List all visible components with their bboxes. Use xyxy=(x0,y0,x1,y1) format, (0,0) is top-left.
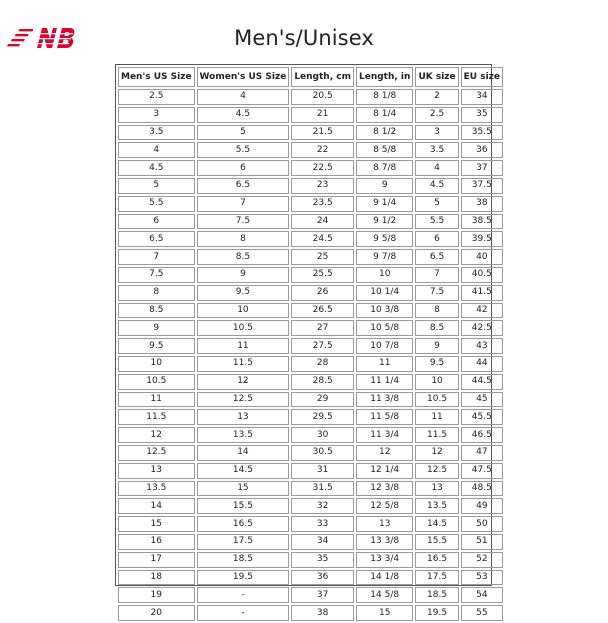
size-chart-table xyxy=(116,65,505,623)
column-header-uk-size: UK size xyxy=(415,67,458,87)
mens-us-size-cell: 7.5 xyxy=(118,267,195,283)
uk-size-cell: 11.5 xyxy=(415,427,458,443)
length-cm-cell: 21.5 xyxy=(291,125,354,141)
uk-size-cell: 11 xyxy=(415,409,458,425)
uk-size-cell: 17.5 xyxy=(415,570,458,586)
table-row xyxy=(118,570,503,586)
womens-us-size-cell: 17.5 xyxy=(197,534,290,550)
length-cm-cell: 35 xyxy=(291,552,354,568)
length-in-cell: 11 3/8 xyxy=(356,392,413,408)
table-row xyxy=(118,267,503,283)
length-in-cell: 9 7/8 xyxy=(356,249,413,265)
length-in-cell: 10 1/4 xyxy=(356,285,413,301)
table-row xyxy=(118,605,503,621)
column-header-length-cm: Length, cm xyxy=(291,67,354,87)
womens-us-size-cell: 7.5 xyxy=(197,214,290,230)
length-in-cell: 13 xyxy=(356,516,413,532)
uk-size-cell: 5 xyxy=(415,196,458,212)
length-cm-cell: 24.5 xyxy=(291,231,354,247)
womens-us-size-cell: 18.5 xyxy=(197,552,290,568)
table-row xyxy=(118,338,503,354)
womens-us-size-cell: 15 xyxy=(197,481,290,497)
eu-size-cell: 37.5 xyxy=(461,178,503,194)
length-cm-cell: 22.5 xyxy=(291,160,354,176)
eu-size-cell: 43 xyxy=(461,338,503,354)
womens-us-size-cell: 11 xyxy=(197,338,290,354)
table-row xyxy=(118,196,503,212)
uk-size-cell: 4 xyxy=(415,160,458,176)
mens-us-size-cell: 5 xyxy=(118,178,195,194)
eu-size-cell: 39.5 xyxy=(461,231,503,247)
length-in-cell: 9 1/4 xyxy=(356,196,413,212)
column-header-length-in: Length, in xyxy=(356,67,413,87)
table-row xyxy=(118,125,503,141)
eu-size-cell: 52 xyxy=(461,552,503,568)
eu-size-cell: 34 xyxy=(461,89,503,105)
table-row xyxy=(118,427,503,443)
mens-us-size-cell: 4 xyxy=(118,142,195,158)
length-cm-cell: 28.5 xyxy=(291,374,354,390)
uk-size-cell: 3.5 xyxy=(415,142,458,158)
uk-size-cell: 2 xyxy=(415,89,458,105)
length-cm-cell: 32 xyxy=(291,498,354,514)
table-row xyxy=(118,516,503,532)
table-row xyxy=(118,214,503,230)
womens-us-size-cell: 6 xyxy=(197,160,290,176)
length-cm-cell: 29.5 xyxy=(291,409,354,425)
table-row xyxy=(118,107,503,123)
uk-size-cell: 9.5 xyxy=(415,356,458,372)
table-row xyxy=(118,481,503,497)
mens-us-size-cell: 3.5 xyxy=(118,125,195,141)
uk-size-cell: 3 xyxy=(415,125,458,141)
length-cm-cell: 27.5 xyxy=(291,338,354,354)
uk-size-cell: 18.5 xyxy=(415,587,458,603)
womens-us-size-cell: 13.5 xyxy=(197,427,290,443)
length-cm-cell: 22 xyxy=(291,142,354,158)
womens-us-size-cell: 4.5 xyxy=(197,107,290,123)
length-in-cell: 8 7/8 xyxy=(356,160,413,176)
mens-us-size-cell: 16 xyxy=(118,534,195,550)
table-row xyxy=(118,409,503,425)
length-in-cell: 11 xyxy=(356,356,413,372)
womens-us-size-cell: 12.5 xyxy=(197,392,290,408)
length-in-cell: 10 5/8 xyxy=(356,320,413,336)
womens-us-size-cell: 13 xyxy=(197,409,290,425)
length-cm-cell: 20.5 xyxy=(291,89,354,105)
length-cm-cell: 27 xyxy=(291,320,354,336)
womens-us-size-cell: - xyxy=(197,605,290,621)
length-cm-cell: 23.5 xyxy=(291,196,354,212)
length-in-cell: 14 1/8 xyxy=(356,570,413,586)
uk-size-cell: 6.5 xyxy=(415,249,458,265)
mens-us-size-cell: 6 xyxy=(118,214,195,230)
uk-size-cell: 16.5 xyxy=(415,552,458,568)
uk-size-cell: 9 xyxy=(415,338,458,354)
mens-us-size-cell: 19 xyxy=(118,587,195,603)
womens-us-size-cell: 10 xyxy=(197,303,290,319)
length-in-cell: 10 xyxy=(356,267,413,283)
uk-size-cell: 10 xyxy=(415,374,458,390)
mens-us-size-cell: 9.5 xyxy=(118,338,195,354)
mens-us-size-cell: 11.5 xyxy=(118,409,195,425)
womens-us-size-cell: 10.5 xyxy=(197,320,290,336)
womens-us-size-cell: 9.5 xyxy=(197,285,290,301)
womens-us-size-cell: 12 xyxy=(197,374,290,390)
table-row xyxy=(118,587,503,603)
eu-size-cell: 40.5 xyxy=(461,267,503,283)
womens-us-size-cell: 19.5 xyxy=(197,570,290,586)
length-in-cell: 10 3/8 xyxy=(356,303,413,319)
length-in-cell: 11 3/4 xyxy=(356,427,413,443)
mens-us-size-cell: 6.5 xyxy=(118,231,195,247)
length-cm-cell: 34 xyxy=(291,534,354,550)
eu-size-cell: 44.5 xyxy=(461,374,503,390)
mens-us-size-cell: 8 xyxy=(118,285,195,301)
eu-size-cell: 46.5 xyxy=(461,427,503,443)
mens-us-size-cell: 20 xyxy=(118,605,195,621)
mens-us-size-cell: 15 xyxy=(118,516,195,532)
womens-us-size-cell: 16.5 xyxy=(197,516,290,532)
table-row xyxy=(118,89,503,105)
uk-size-cell: 12.5 xyxy=(415,463,458,479)
table-header xyxy=(118,67,503,87)
eu-size-cell: 51 xyxy=(461,534,503,550)
eu-size-cell: 41.5 xyxy=(461,285,503,301)
womens-us-size-cell: 14.5 xyxy=(197,463,290,479)
uk-size-cell: 8.5 xyxy=(415,320,458,336)
table-row xyxy=(118,463,503,479)
table-row xyxy=(118,552,503,568)
column-header-mens-us-size: Men's US Size xyxy=(118,67,195,87)
table-row xyxy=(118,356,503,372)
table-body xyxy=(118,89,503,621)
eu-size-cell: 45 xyxy=(461,392,503,408)
uk-size-cell: 7.5 xyxy=(415,285,458,301)
length-in-cell: 12 5/8 xyxy=(356,498,413,514)
length-cm-cell: 26.5 xyxy=(291,303,354,319)
length-cm-cell: 33 xyxy=(291,516,354,532)
eu-size-cell: 45.5 xyxy=(461,409,503,425)
womens-us-size-cell: 8 xyxy=(197,231,290,247)
length-in-cell: 9 5/8 xyxy=(356,231,413,247)
length-cm-cell: 29 xyxy=(291,392,354,408)
uk-size-cell: 10.5 xyxy=(415,392,458,408)
mens-us-size-cell: 18 xyxy=(118,570,195,586)
eu-size-cell: 35 xyxy=(461,107,503,123)
table-row xyxy=(118,374,503,390)
length-cm-cell: 36 xyxy=(291,570,354,586)
eu-size-cell: 36 xyxy=(461,142,503,158)
eu-size-cell: 42 xyxy=(461,303,503,319)
mens-us-size-cell: 5.5 xyxy=(118,196,195,212)
header-row xyxy=(118,67,503,87)
length-cm-cell: 28 xyxy=(291,356,354,372)
table-row xyxy=(118,285,503,301)
size-chart-table-container xyxy=(115,64,501,618)
length-in-cell: 13 3/4 xyxy=(356,552,413,568)
length-in-cell: 8 1/8 xyxy=(356,89,413,105)
eu-size-cell: 47.5 xyxy=(461,463,503,479)
length-cm-cell: 21 xyxy=(291,107,354,123)
table-row xyxy=(118,534,503,550)
eu-size-cell: 54 xyxy=(461,587,503,603)
length-in-cell: 11 1/4 xyxy=(356,374,413,390)
length-cm-cell: 24 xyxy=(291,214,354,230)
mens-us-size-cell: 2.5 xyxy=(118,89,195,105)
eu-size-cell: 44 xyxy=(461,356,503,372)
uk-size-cell: 7 xyxy=(415,267,458,283)
table-row xyxy=(118,142,503,158)
uk-size-cell: 13.5 xyxy=(415,498,458,514)
eu-size-cell: 50 xyxy=(461,516,503,532)
uk-size-cell: 19.5 xyxy=(415,605,458,621)
table-row xyxy=(118,392,503,408)
uk-size-cell: 8 xyxy=(415,303,458,319)
eu-size-cell: 49 xyxy=(461,498,503,514)
womens-us-size-cell: - xyxy=(197,587,290,603)
table-row xyxy=(118,249,503,265)
eu-size-cell: 38.5 xyxy=(461,214,503,230)
mens-us-size-cell: 11 xyxy=(118,392,195,408)
page-title: Men's/Unisex xyxy=(234,26,374,50)
mens-us-size-cell: 12 xyxy=(118,427,195,443)
womens-us-size-cell: 8.5 xyxy=(197,249,290,265)
uk-size-cell: 15.5 xyxy=(415,534,458,550)
length-in-cell: 15 xyxy=(356,605,413,621)
table-row xyxy=(118,303,503,319)
table-row xyxy=(118,178,503,194)
table-row xyxy=(118,320,503,336)
length-in-cell: 8 5/8 xyxy=(356,142,413,158)
length-in-cell: 11 5/8 xyxy=(356,409,413,425)
length-in-cell: 9 1/2 xyxy=(356,214,413,230)
mens-us-size-cell: 13 xyxy=(118,463,195,479)
uk-size-cell: 6 xyxy=(415,231,458,247)
mens-us-size-cell: 4.5 xyxy=(118,160,195,176)
mens-us-size-cell: 9 xyxy=(118,320,195,336)
length-in-cell: 12 3/8 xyxy=(356,481,413,497)
womens-us-size-cell: 14 xyxy=(197,445,290,461)
length-in-cell: 8 1/2 xyxy=(356,125,413,141)
length-cm-cell: 31 xyxy=(291,463,354,479)
mens-us-size-cell: 17 xyxy=(118,552,195,568)
length-cm-cell: 25.5 xyxy=(291,267,354,283)
length-in-cell: 14 5/8 xyxy=(356,587,413,603)
womens-us-size-cell: 7 xyxy=(197,196,290,212)
eu-size-cell: 42.5 xyxy=(461,320,503,336)
length-cm-cell: 31.5 xyxy=(291,481,354,497)
womens-us-size-cell: 15.5 xyxy=(197,498,290,514)
length-cm-cell: 25 xyxy=(291,249,354,265)
table-row xyxy=(118,498,503,514)
uk-size-cell: 14.5 xyxy=(415,516,458,532)
mens-us-size-cell: 14 xyxy=(118,498,195,514)
length-cm-cell: 37 xyxy=(291,587,354,603)
uk-size-cell: 2.5 xyxy=(415,107,458,123)
eu-size-cell: 38 xyxy=(461,196,503,212)
uk-size-cell: 12 xyxy=(415,445,458,461)
eu-size-cell: 55 xyxy=(461,605,503,621)
mens-us-size-cell: 13.5 xyxy=(118,481,195,497)
length-in-cell: 12 xyxy=(356,445,413,461)
womens-us-size-cell: 4 xyxy=(197,89,290,105)
uk-size-cell: 4.5 xyxy=(415,178,458,194)
length-in-cell: 12 1/4 xyxy=(356,463,413,479)
eu-size-cell: 48.5 xyxy=(461,481,503,497)
womens-us-size-cell: 9 xyxy=(197,267,290,283)
eu-size-cell: 47 xyxy=(461,445,503,461)
length-in-cell: 10 7/8 xyxy=(356,338,413,354)
womens-us-size-cell: 11.5 xyxy=(197,356,290,372)
column-header-eu-size: EU size xyxy=(461,67,503,87)
eu-size-cell: 37 xyxy=(461,160,503,176)
length-cm-cell: 38 xyxy=(291,605,354,621)
eu-size-cell: 35.5 xyxy=(461,125,503,141)
table-row xyxy=(118,445,503,461)
length-in-cell: 8 1/4 xyxy=(356,107,413,123)
mens-us-size-cell: 8.5 xyxy=(118,303,195,319)
column-header-womens-us-size: Women's US Size xyxy=(197,67,290,87)
table-row xyxy=(118,160,503,176)
mens-us-size-cell: 7 xyxy=(118,249,195,265)
length-cm-cell: 30 xyxy=(291,427,354,443)
uk-size-cell: 5.5 xyxy=(415,214,458,230)
womens-us-size-cell: 5.5 xyxy=(197,142,290,158)
mens-us-size-cell: 12.5 xyxy=(118,445,195,461)
eu-size-cell: 40 xyxy=(461,249,503,265)
mens-us-size-cell: 10 xyxy=(118,356,195,372)
eu-size-cell: 53 xyxy=(461,570,503,586)
mens-us-size-cell: 10.5 xyxy=(118,374,195,390)
womens-us-size-cell: 5 xyxy=(197,125,290,141)
womens-us-size-cell: 6.5 xyxy=(197,178,290,194)
length-cm-cell: 23 xyxy=(291,178,354,194)
length-cm-cell: 30.5 xyxy=(291,445,354,461)
length-cm-cell: 26 xyxy=(291,285,354,301)
uk-size-cell: 13 xyxy=(415,481,458,497)
table-row xyxy=(118,231,503,247)
mens-us-size-cell: 3 xyxy=(118,107,195,123)
length-in-cell: 13 3/8 xyxy=(356,534,413,550)
length-in-cell: 9 xyxy=(356,178,413,194)
